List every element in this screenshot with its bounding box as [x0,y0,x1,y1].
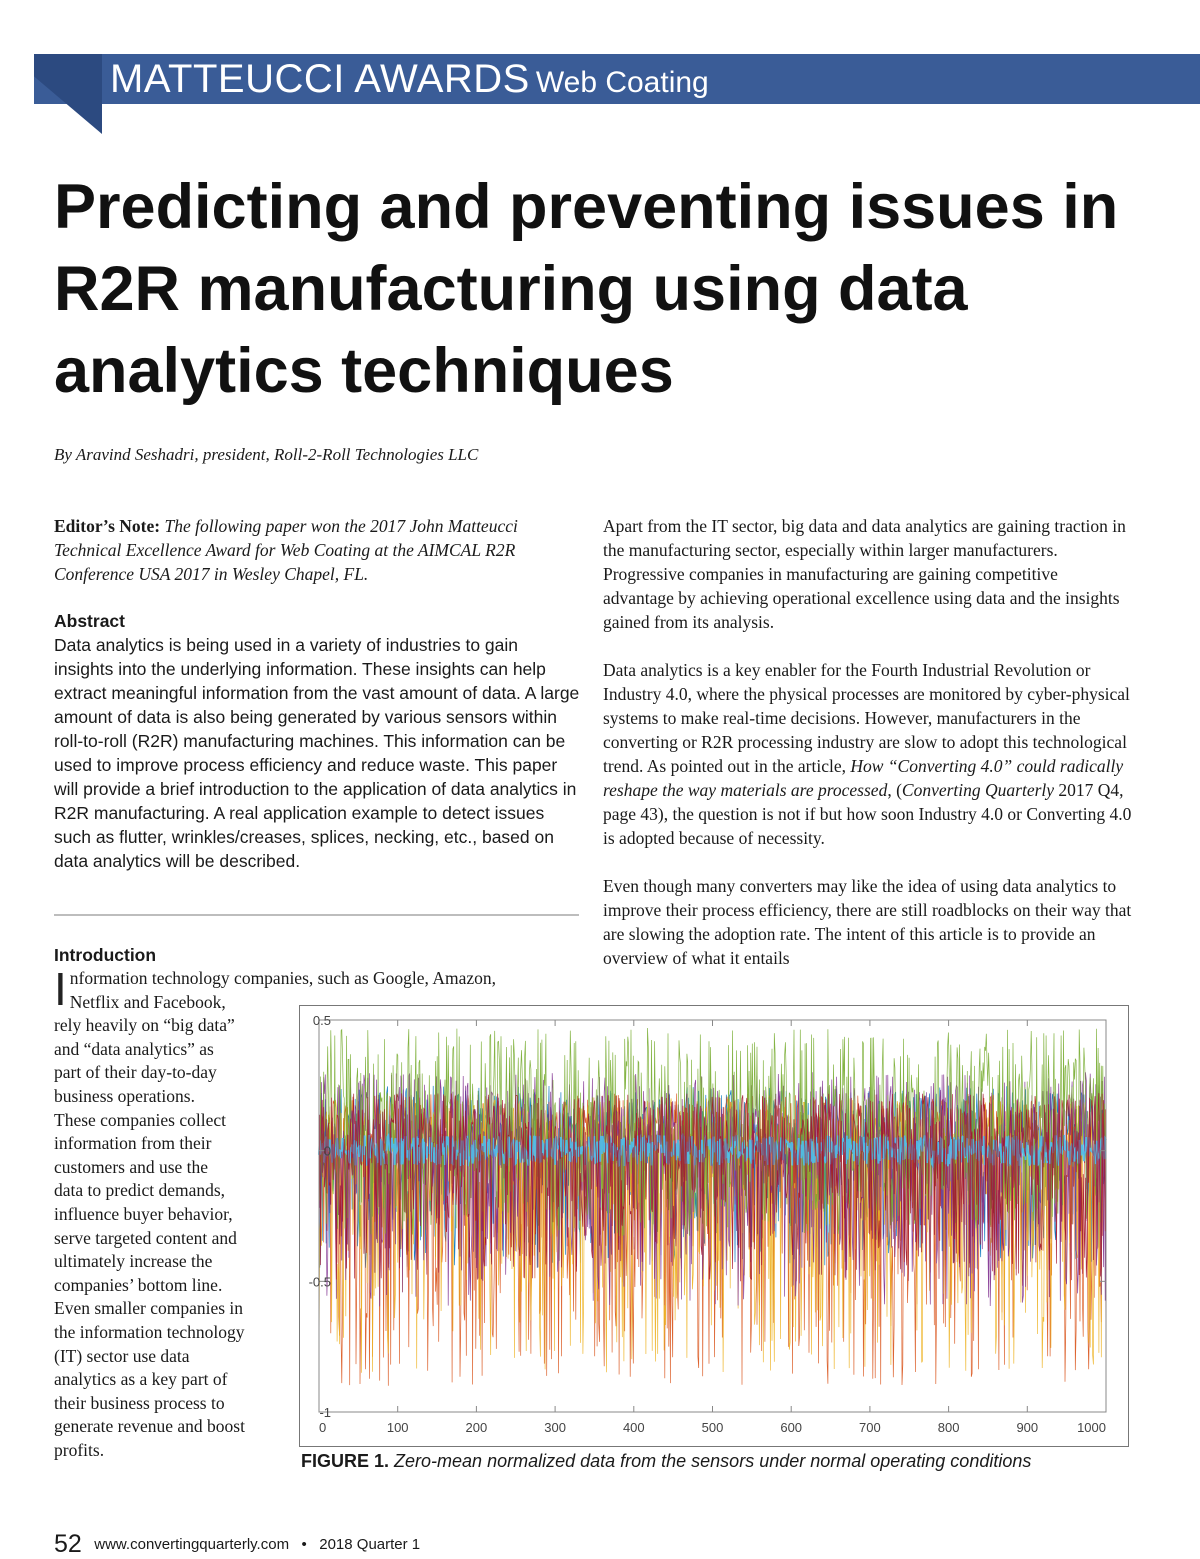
drop-cap: I [54,963,67,1015]
intro-line: information from their [54,1133,212,1154]
page-footer [54,1530,420,1559]
intro-line: analytics as a key part of [54,1369,228,1390]
x-tick-label: 100 [386,1420,409,1435]
section-sub-label: Web Coating [535,66,709,99]
intro-line: ultimately increase the [54,1251,213,1272]
intro-line: and “data analytics” as [54,1038,214,1059]
intro-line: serve targeted content and [54,1227,237,1248]
y-tick-label: 0.5 [312,1013,331,1028]
intro-line-2: Netflix and Facebook, [69,991,226,1012]
x-tick-label: 400 [622,1420,645,1435]
intro-line: companies’ bottom line. [54,1274,223,1295]
footer-site: www.convertingquarterly.com [94,1536,290,1553]
section-divider [54,914,579,916]
figure-1-chart [299,1005,1129,1447]
y-tick-label: 0 [323,1143,331,1159]
x-tick-label: 500 [701,1420,724,1435]
x-tick-label: 700 [859,1420,881,1435]
editor-note [54,514,584,586]
intro-line: (IT) sector use data [54,1345,190,1366]
abstract-text: Data analytics is being used in a variety of industries to gain insights into the underlying information. These insights can help extract meaningful information from the vast amount of data. A large amount of data is also being generated by various sensors within roll-to-roll (R2R) manufacturing machines. This information can be used to improve process efficiency and reduce waste. This paper will provide a brief introduction to the application of data analytics in R2R manufacturing. A real application example to detect issues such as flutter, wrinkles/creases, splices, necking, etc., based on data analytics will be described. [54,635,580,871]
figure-caption-text: Zero-mean normalized data from the sensors under normal operating conditions [394,1451,1032,1471]
intro-line: These companies collect [54,1109,227,1130]
figure-label: FIGURE 1. [301,1451,390,1471]
paragraph-text: Data analytics is a key enabler for the Fourth Industrial Revolution or Industry 4.0, where the physical processes are monitored by cyber-physical systems to make real-time decisions. However, manufacturers in the converting or R2R processing industry are slow to adopt this technological trend. As pointed out in the article, [603,660,1130,776]
intro-line: rely heavily on “big data” [54,1015,235,1036]
intro-line: data to predict demands, [54,1180,226,1201]
x-tick-label: 1000 [1077,1420,1106,1435]
x-tick-label: 800 [937,1420,960,1435]
introduction-heading: Introduction [54,945,157,965]
intro-line: customers and use the [54,1156,209,1177]
x-tick-label: 900 [1016,1420,1039,1435]
page-number: 52 [54,1530,82,1558]
paragraph-text: 2017 Q4, page 43), the question is not if but how soon Industry 4.0 or Converting 4.0 is adopted because of necessity. [603,780,1132,848]
editor-note-text: The following paper won the 2017 John Matteucci Technical Excellence Award for Web Coating at the AIMCAL R2R Conference USA 2017 in Wesley Chapel, FL. [54,516,518,584]
section-title [110,55,709,103]
x-tick-label: 0 [319,1420,327,1435]
x-tick-label: 300 [544,1420,566,1435]
intro-line: business operations. [54,1085,195,1106]
intro-line: generate revenue and boost [54,1416,245,1437]
abstract-heading: Abstract [54,611,125,631]
editor-note-label: Editor’s Note: [54,516,161,536]
paragraph-text: , ( [887,780,902,800]
intro-line-1: nformation technology companies, such as Google, Amazon, [69,968,497,988]
intro-line: Even smaller companies in [54,1298,244,1319]
figure-caption [301,1451,1181,1472]
article-title: Predicting and preventing issues in R2R manufacturing using data analytics techniques [54,172,1119,406]
y-tick-label: -1 [319,1405,331,1420]
intro-line: their business process to [54,1392,225,1413]
chart-series-group [319,1028,1106,1386]
sensor-line-chart [300,1006,1128,1446]
x-tick-label: 200 [465,1420,488,1435]
paragraph: Even though many converters may like the idea of using data analytics to improve their process efficiency, there are still roadblocks on their way that are slowing the adoption rate. The intent of this article is to provide an overview of what it entails [603,876,1132,968]
x-tick-label: 600 [780,1420,803,1435]
intro-line: the information technology [54,1321,245,1342]
section-main-label: MATTEUCCI AWARDS [110,57,530,101]
paragraph [603,658,1133,850]
footer-issue: 2018 Quarter 1 [319,1536,421,1553]
cited-publication: Converting Quarterly [901,780,1055,800]
y-tick-label: -0.5 [308,1274,331,1290]
right-column [603,514,1133,994]
intro-line: profits. [54,1439,105,1460]
intro-line: part of their day-to-day [54,1062,217,1083]
footer-separator: • [301,1536,307,1553]
byline: By Aravind Seshadri, president, Roll-2-Roll Technologies LLC [54,445,479,464]
intro-line: influence buyer behavior, [54,1203,233,1224]
paragraph: Apart from the IT sector, big data and data analytics are gaining traction in the manufacturing sector, especially within larger manufacturers. Progressive companies in manufacturing are gaining competitive advantage by achieving operational excellence using data and the insights gained from its analysis. [603,516,1126,632]
cited-article-title: How “Converting 4.0” could radically reshape the way materials are processed [603,756,1124,800]
